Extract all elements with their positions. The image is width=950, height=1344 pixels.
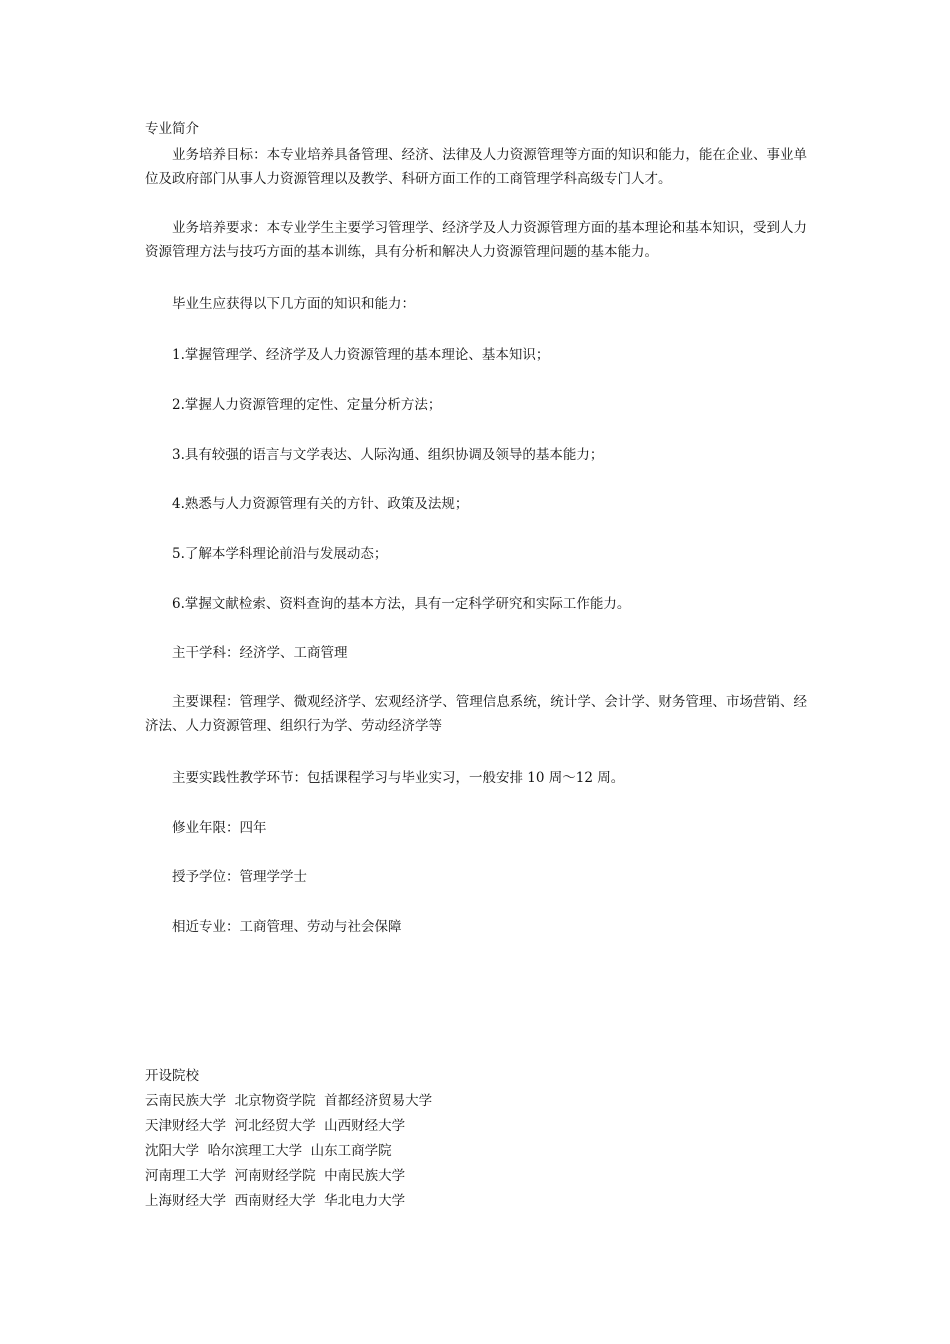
ability-item: 6.掌握文献检索、资料查询的基本方法，具有一定科学研究和实际工作能力。 — [172, 596, 631, 612]
ability-item: 5.了解本学科理论前沿与发展动态； — [172, 546, 388, 562]
main-courses-paragraph: 主要课程：管理学、微观经济学、宏观经济学、管理信息系统，统计学、会计学、财务管理、市场营销、经济法、人力资源管理、组织行为学、劳动经济学等 — [145, 694, 807, 734]
degree-line: 授予学位：管理学学士 — [172, 869, 307, 885]
ability-item: 3.具有较强的语言与文学表达、人际沟通、组织协调及领导的基本能力； — [172, 447, 604, 463]
practice-line: 主要实践性教学环节：包括课程学习与毕业实习，一般安排 10 周～12 周。 — [172, 770, 625, 786]
school-row: 天津财经大学 河北经贸大学 山西财经大学 — [145, 1118, 406, 1134]
school-row: 云南民族大学 北京物资学院 首都经济贸易大学 — [145, 1093, 433, 1109]
training-requirement-paragraph: 业务培养要求：本专业学生主要学习管理学、经济学及人力资源管理方面的基本理论和基本知识，受到人力资源管理方法与技巧方面的基本训练，具有分析和解决人力资源管理问题的基本能力。 — [145, 220, 807, 260]
school-row: 上海财经大学 西南财经大学 华北电力大学 — [145, 1193, 406, 1209]
abilities-intro: 毕业生应获得以下几方面的知识和能力： — [172, 296, 415, 312]
section-heading-schools: 开设院校 — [145, 1068, 199, 1084]
ability-item: 1.掌握管理学、经济学及人力资源管理的基本理论、基本知识； — [172, 347, 550, 363]
main-subjects: 主干学科：经济学、工商管理 — [172, 645, 348, 661]
section-heading-intro: 专业简介 — [145, 121, 199, 137]
ability-item: 2.掌握人力资源管理的定性、定量分析方法； — [172, 397, 442, 413]
ability-item: 4.熟悉与人力资源管理有关的方针、政策及法规； — [172, 496, 469, 512]
related-majors-line: 相近专业：工商管理、劳动与社会保障 — [172, 919, 402, 935]
training-goal-paragraph: 业务培养目标：本专业培养具备管理、经济、法律及人力资源管理等方面的知识和能力，能在企业、事业单位及政府部门从事人力资源管理以及教学、科研方面工作的工商管理学科高级专门人才。 — [145, 147, 807, 187]
school-row: 沈阳大学 哈尔滨理工大学 山东工商学院 — [145, 1143, 392, 1159]
school-row: 河南理工大学 河南财经学院 中南民族大学 — [145, 1168, 406, 1184]
duration-line: 修业年限：四年 — [172, 820, 267, 836]
